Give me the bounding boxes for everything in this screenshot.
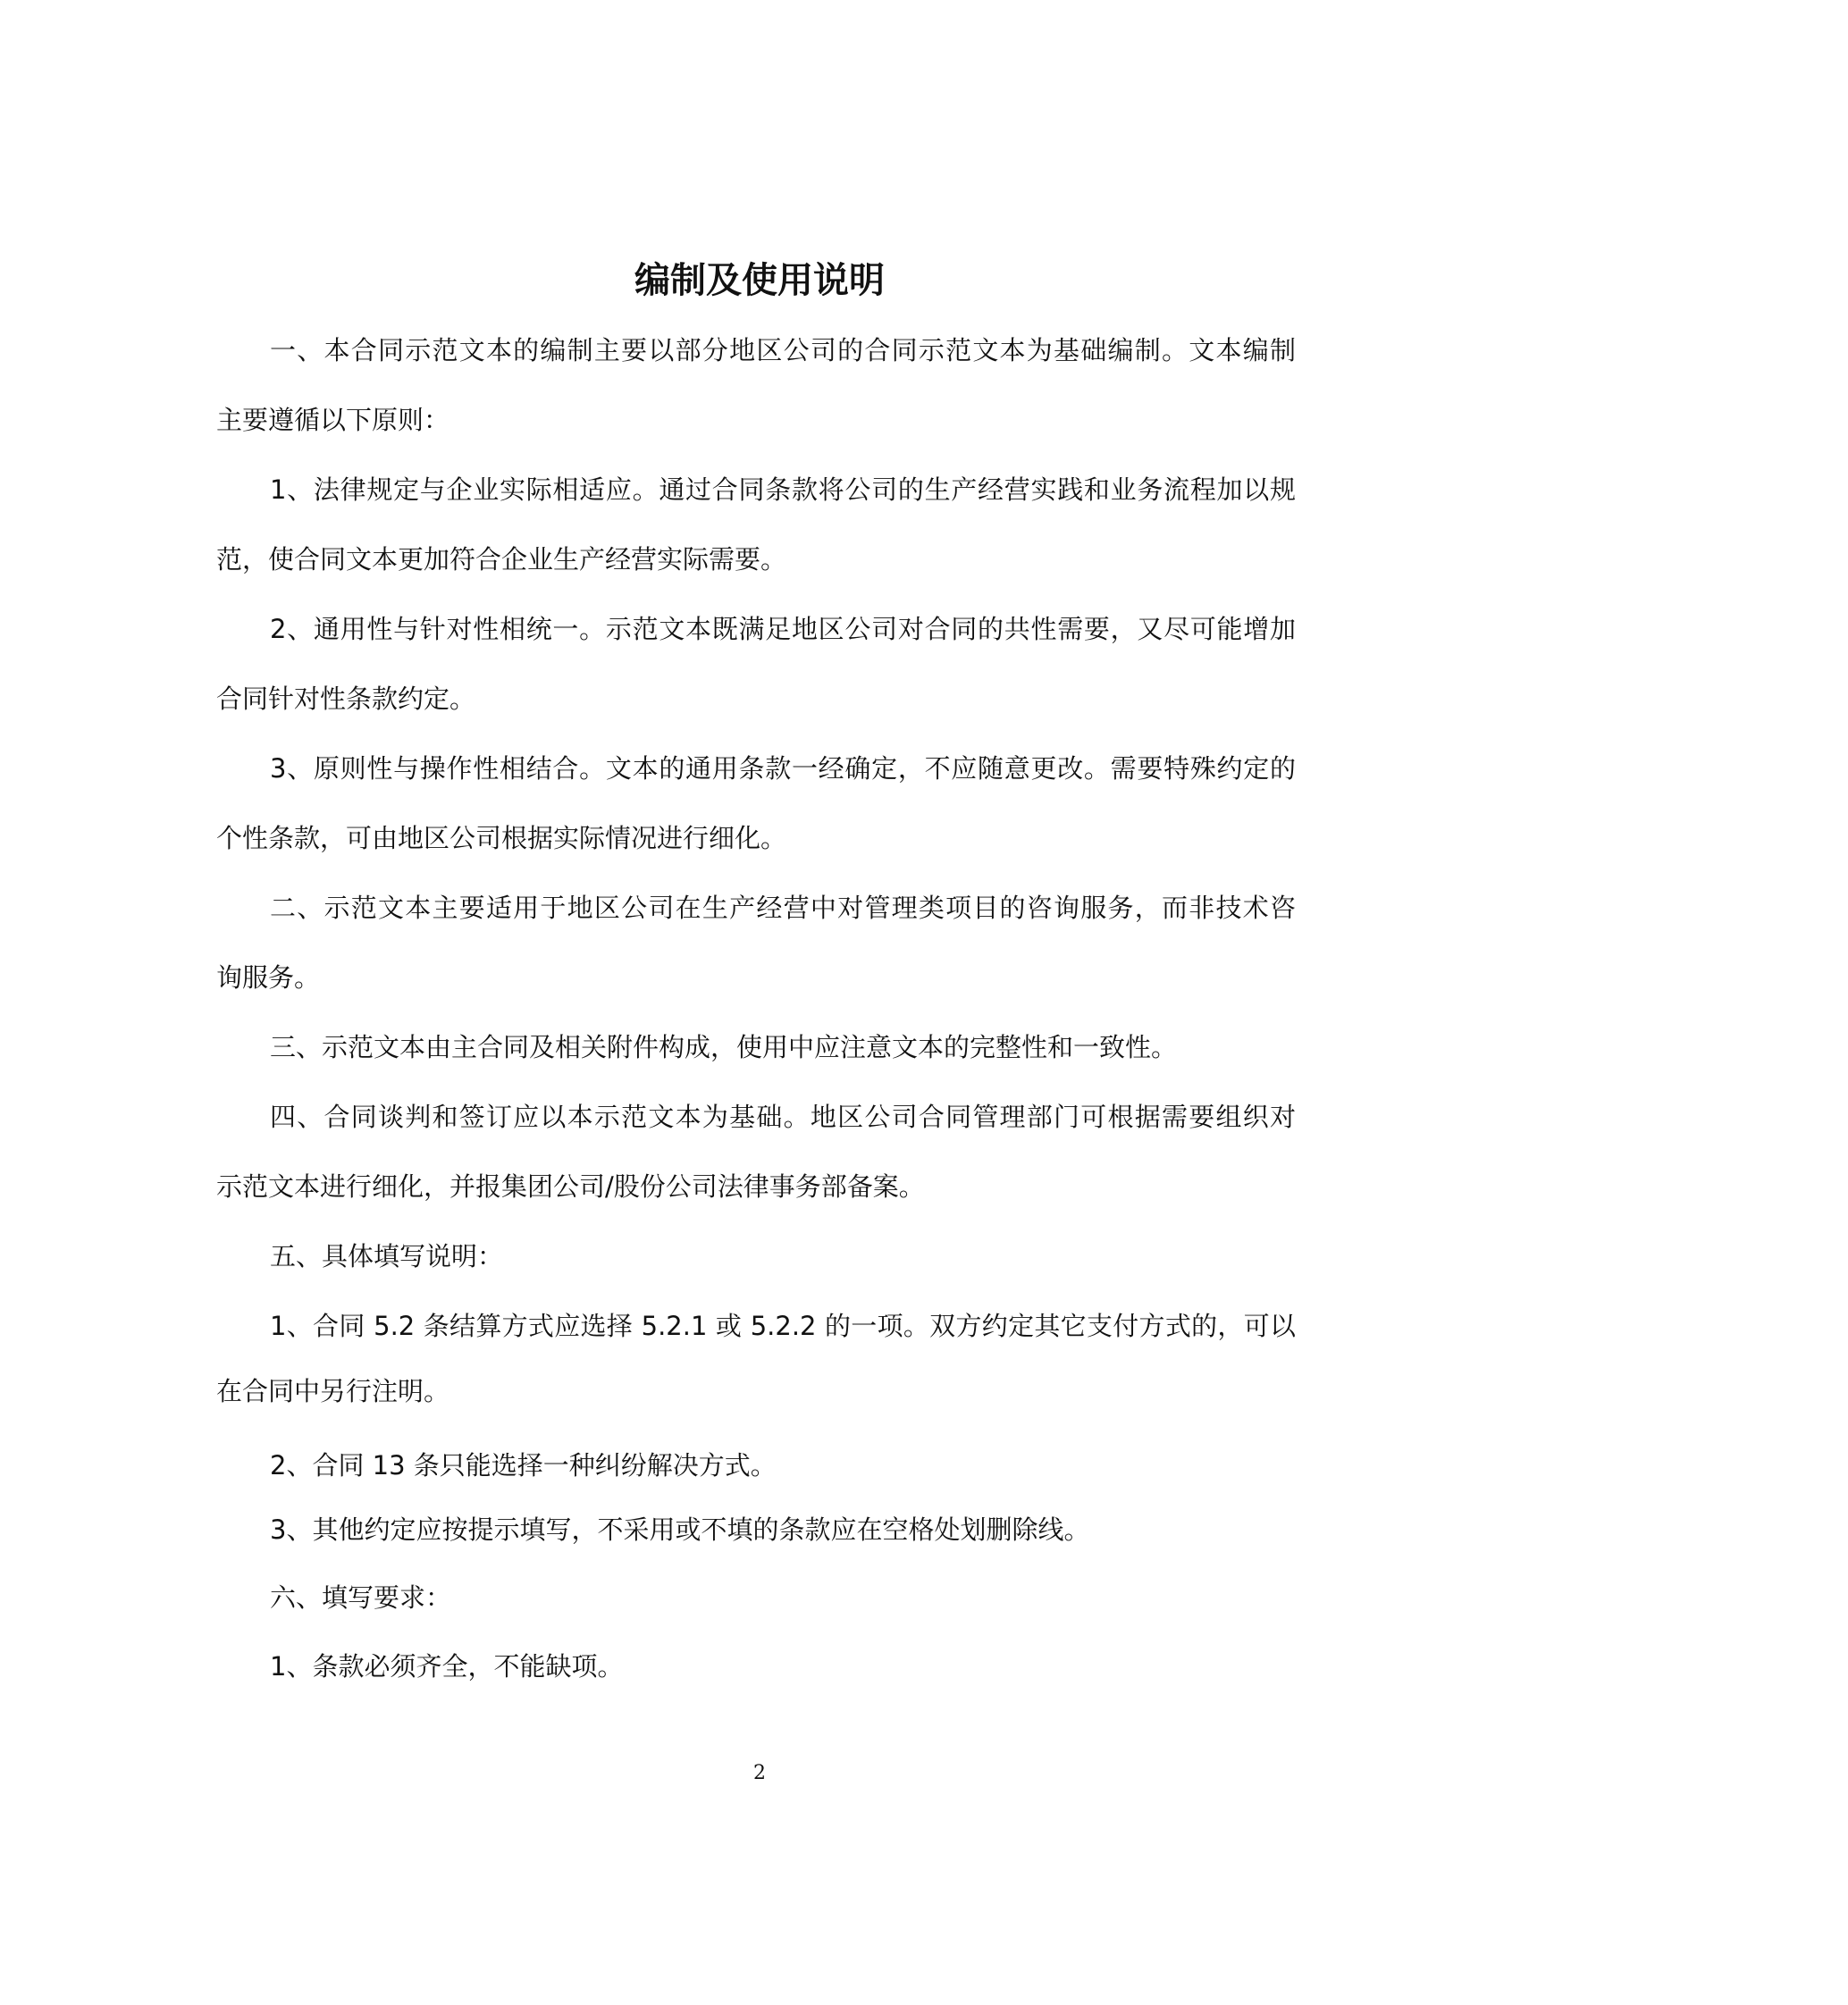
page-number: 2 (753, 1762, 766, 1784)
paragraph-7-line-1: 四、合同谈判和签订应以本示范文本为基础。地区公司合同管理部门可根据需要组织对 (270, 1102, 1296, 1132)
paragraph-11-line-1: 3、其他约定应按提示填写，不采用或不填的条款应在空格处划删除线。 (270, 1514, 1090, 1545)
paragraph-8-line-1: 五、具体填写说明： (270, 1241, 504, 1271)
paragraph-9-line-1: 1、合同 5.2 条结算方式应选择 5.2.1 或 5.2.2 的一项。双方约定其它支付方式的，可以 (270, 1311, 1296, 1341)
paragraph-1-line-1: 一、本合同示范文本的编制主要以部分地区公司的合同示范文本为基础编制。文本编制 (270, 335, 1296, 365)
paragraph-5-line-1: 二、示范文本主要适用于地区公司在生产经营中对管理类项目的咨询服务，而非技术咨 (270, 893, 1296, 923)
paragraph-7-line-2: 示范文本进行细化，并报集团公司/股份公司法律事务部备案。 (216, 1171, 925, 1202)
paragraph-2-line-1: 1、法律规定与企业实际相适应。通过合同条款将公司的生产经营实践和业务流程加以规 (270, 474, 1296, 505)
paragraph-10-line-1: 2、合同 13 条只能选择一种纠纷解决方式。 (270, 1450, 777, 1481)
paragraph-12-line-1: 六、填写要求： (270, 1582, 452, 1613)
paragraph-13-line-1: 1、条款必须齐全，不能缺项。 (270, 1651, 624, 1682)
paragraph-3-line-2: 合同针对性条款约定。 (216, 684, 476, 714)
paragraph-6-line-1: 三、示范文本由主合同及相关附件构成，使用中应注意文本的完整性和一致性。 (270, 1032, 1178, 1062)
paragraph-1-line-2: 主要遵循以下原则： (216, 405, 450, 435)
document-title: 编制及使用说明 (634, 260, 885, 301)
paragraph-4-line-2: 个性条款，可由地区公司根据实际情况进行细化。 (216, 823, 787, 853)
paragraph-5-line-2: 询服务。 (216, 962, 321, 993)
paragraph-4-line-1: 3、原则性与操作性相结合。文本的通用条款一经确定，不应随意更改。需要特殊约定的 (270, 753, 1296, 784)
paragraph-9-line-2: 在合同中另行注明。 (216, 1376, 450, 1406)
paragraph-3-line-1: 2、通用性与针对性相统一。示范文本既满足地区公司对合同的共性需要，又尽可能增加 (270, 614, 1296, 644)
paragraph-2-line-2: 范，使合同文本更加符合企业生产经营实际需要。 (216, 544, 787, 575)
